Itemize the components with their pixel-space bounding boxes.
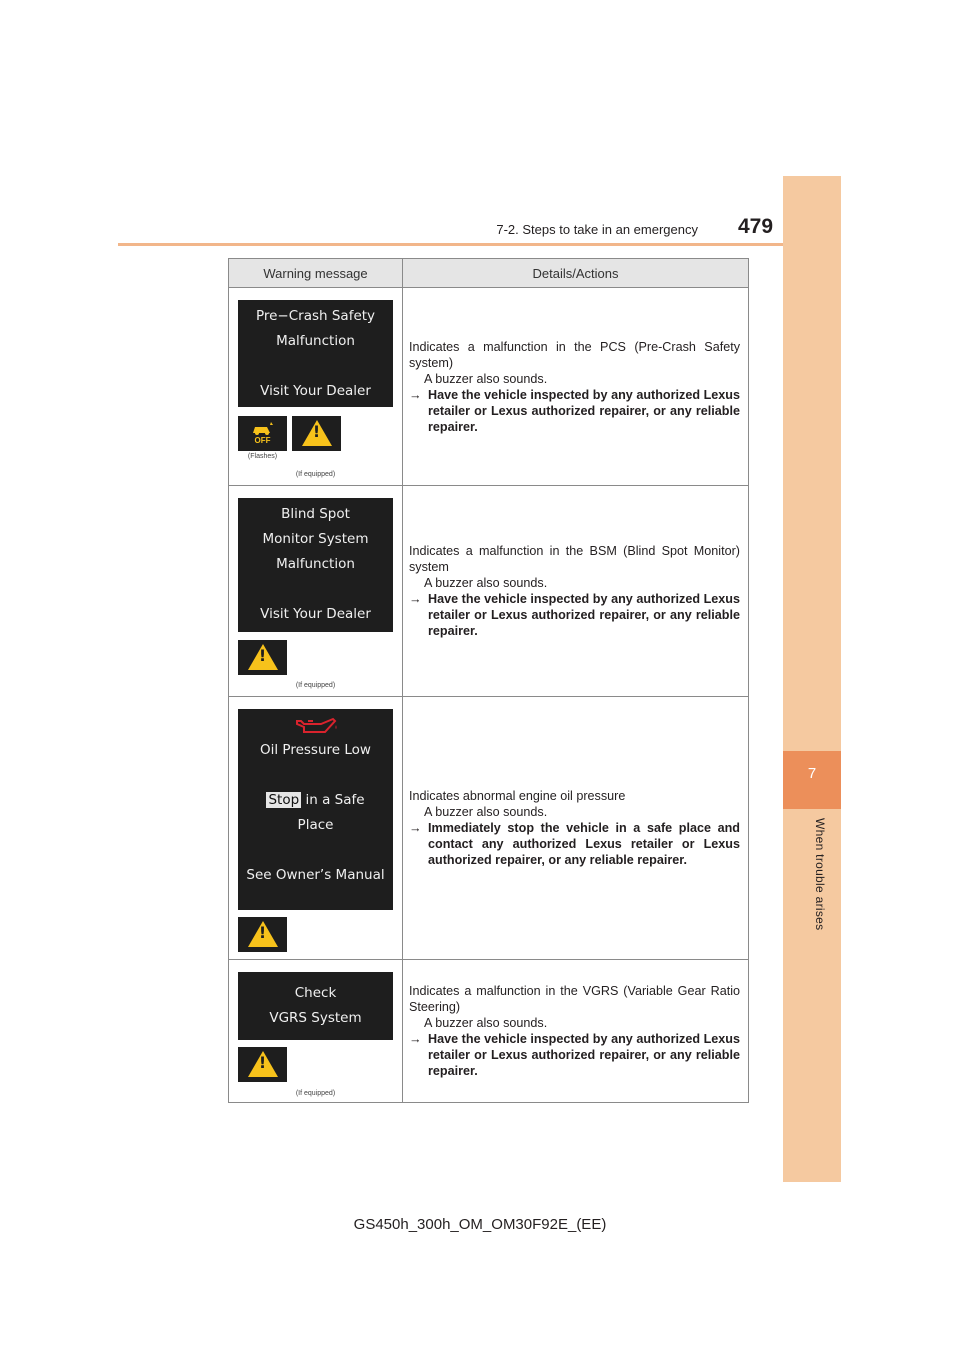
warning-image-cell [229,486,403,697]
display-line: Visit Your Dealer [260,606,371,622]
display-line: Malfunction [276,556,355,572]
warning-image-cell [229,697,403,960]
warning-triangle-icon: ! [238,640,287,675]
display-line: Pre−Crash Safety [255,308,376,324]
arrow-icon: → [409,387,422,402]
page-number: 479 [738,215,774,238]
if-equipped-note: (If equipped) [295,471,336,478]
arrow-icon: → [409,1032,422,1046]
details-cell [403,486,749,697]
display-screen [238,972,393,1040]
display-line: Blind Spot [281,506,350,522]
display-line: Place [297,817,334,833]
table-header-row [229,259,749,288]
display-screen [238,709,393,910]
details-cell [403,697,749,960]
description-text: Indicates a malfunction in the BSM (Blind Spot Monitor) system [409,544,740,574]
display-screen [238,498,393,632]
arrow-icon: → [409,592,422,606]
table-row [229,288,749,486]
warning-triangle-icon: ! [238,917,287,952]
display-screen [238,300,393,407]
flashes-note: (Flashes) [247,453,278,460]
header-rule [118,243,841,246]
warning-image-cell [229,288,403,486]
off-label: OFF [254,436,271,445]
action-text: Have the vehicle inspected by any authorized Lexus retailer or Lexus authorized repairer, or any reliable repairer. [428,387,740,434]
display-line: Malfunction [276,333,355,349]
action-text: Immediately stop the vehicle in a safe place and contact any authorized Lexus retailer or Lexus authorized repairer, or any reliable repairer. [428,821,740,867]
pcs-off-icon [238,416,287,451]
display-line [238,788,393,813]
description-text: Indicates abnormal engine oil pressure [409,789,626,803]
table-row [229,960,749,1103]
column-header-warning: Warning message [229,259,403,288]
buzzer-text: A buzzer also sounds. [424,371,548,386]
stop-highlight: Stop [268,792,300,808]
display-line: VGRS System [269,1010,362,1026]
buzzer-text: A buzzer also sounds. [424,1016,548,1030]
description-text: Indicates a malfunction in the PCS (Pre-Crash Safety system) [409,339,740,370]
chapter-side-strip [783,176,841,1182]
oil-can-icon [291,713,341,738]
arrow-icon: → [409,821,422,835]
display-line: Visit Your Dealer [260,383,371,399]
action-text: Have the vehicle inspected by any authorized Lexus retailer or Lexus authorized repairer, or any reliable repairer. [428,1032,740,1078]
warning-image-cell [229,960,403,1103]
buzzer-text: A buzzer also sounds. [424,805,548,819]
warning-triangle-icon: ! [292,416,341,451]
if-equipped-note: (If equipped) [295,682,336,689]
display-text: in a Safe [305,792,365,808]
if-equipped-note: (If equipped) [295,1090,336,1097]
chapter-label: When trouble arises [813,818,827,931]
chapter-number: 7 [783,751,841,809]
column-header-details: Details/Actions [403,259,749,288]
document-code: GS450h_300h_OM_OM30F92E_(EE) [353,1216,607,1233]
description-text: Indicates a malfunction in the VGRS (Variable Gear Ratio Steering) [409,984,740,1014]
display-line: See Owner’s Manual [246,867,385,883]
display-line: Monitor System [262,531,369,547]
section-title: 7-2. Steps to take in an emergency [496,222,698,237]
details-cell [403,960,749,1103]
action-text: Have the vehicle inspected by any authorized Lexus retailer or Lexus authorized repairer, or any reliable repairer. [428,592,740,638]
details-cell [403,288,749,486]
table-row [229,697,749,960]
warning-message-table [228,258,749,1103]
warning-triangle-icon: ! [238,1047,287,1082]
display-line: Oil Pressure Low [260,742,371,758]
display-line: Check [294,985,337,1001]
buzzer-text: A buzzer also sounds. [424,576,548,590]
table-row [229,486,749,697]
car-collision-icon [250,421,275,435]
